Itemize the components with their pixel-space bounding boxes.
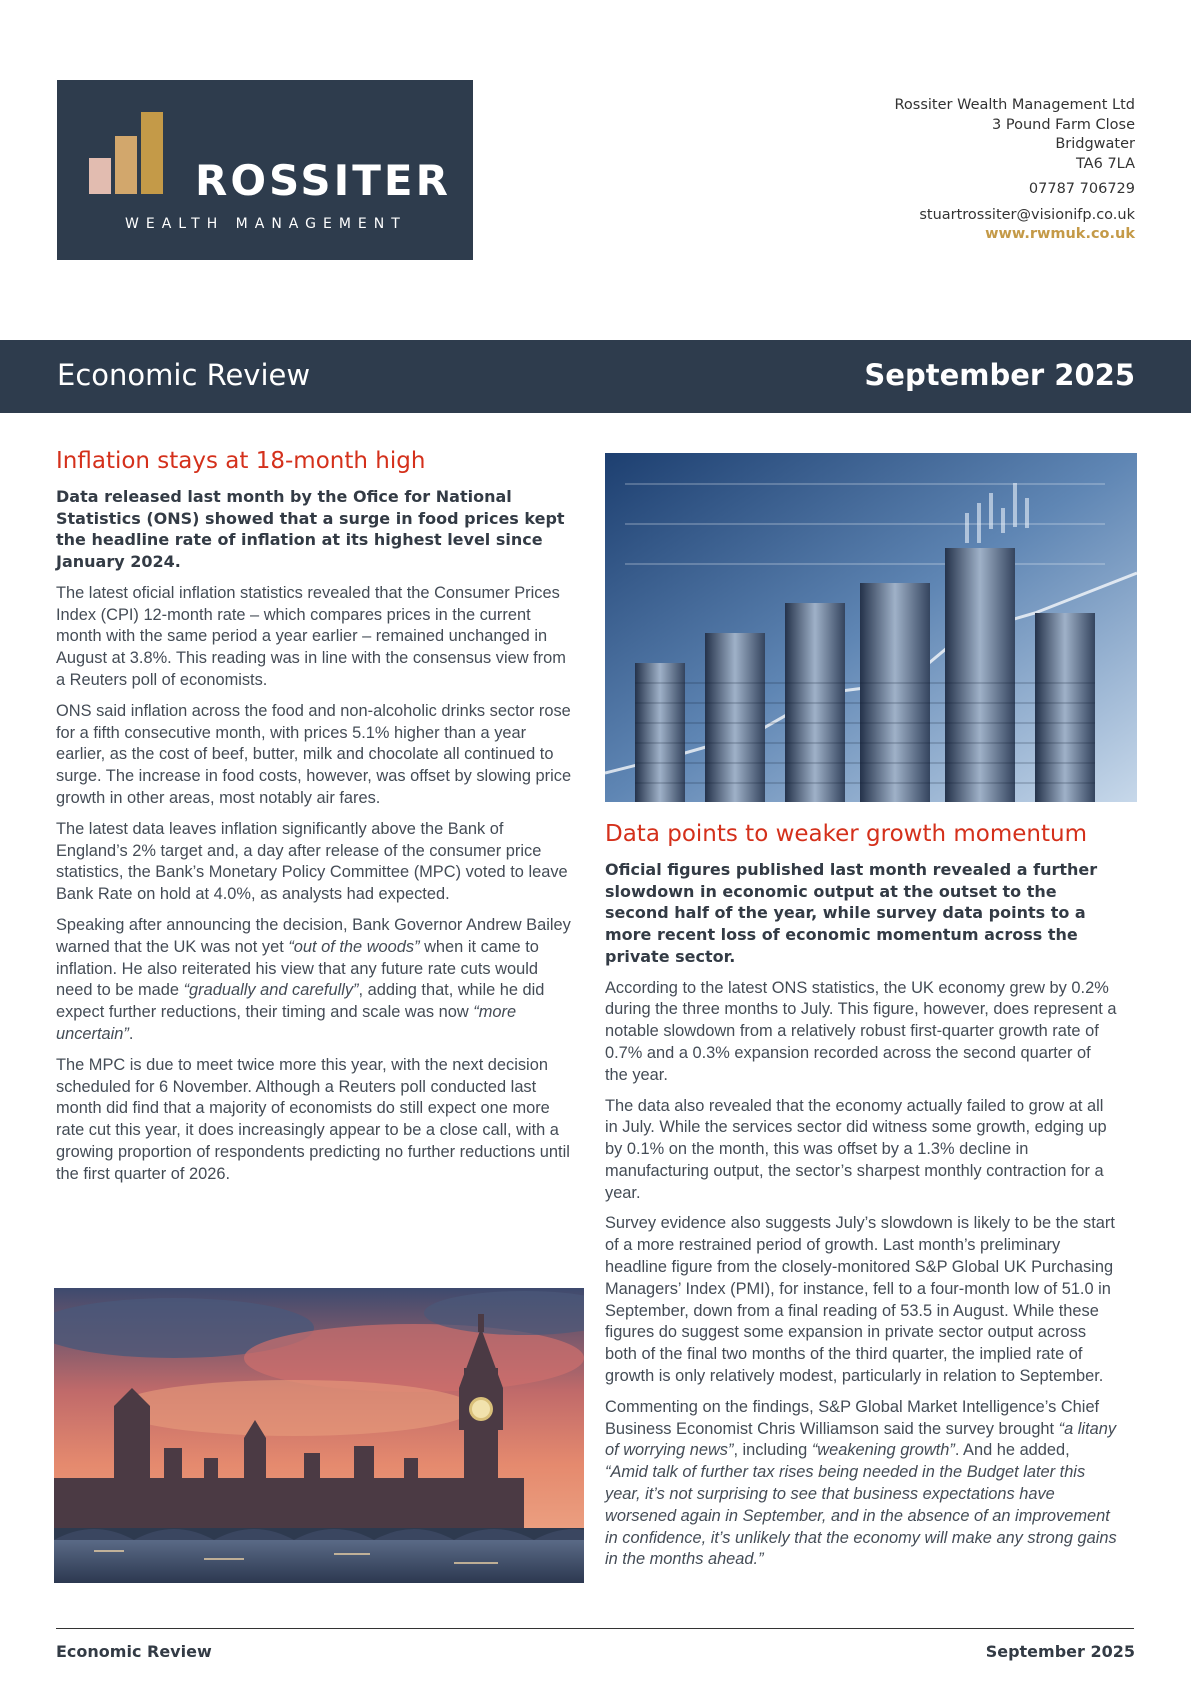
logo-tagline: WEALTH MANAGEMENT bbox=[125, 216, 407, 232]
contact-block bbox=[894, 96, 1135, 245]
paragraph: The MPC is due to meet twice more this year, with the next decision scheduled for 6 November. Although a Reuters poll conducted last month did find that a majority of economists do still expect one more rate cut this year, it does increasingly appear to be a close call, with a growing proportion of respondents predicting no further reductions until the first quarter of 2026. bbox=[56, 1055, 570, 1183]
article-inflation bbox=[56, 446, 574, 1195]
text-run: , adding that, while he did expect further reductions, their timing and scale was now bbox=[56, 981, 545, 1022]
text-run: Speaking after announcing the decision, Bank Governor Andrew Bailey warned that the UK was not yet bbox=[56, 915, 571, 956]
address-line-2: Bridgwater bbox=[1055, 136, 1135, 152]
article-heading: Data points to weaker growth momentum bbox=[605, 821, 1088, 847]
publication-title: Economic Review bbox=[57, 358, 311, 392]
article-lead: Data released last month by the Ofice for National Statistics (ONS) showed that a surge in food prices kept the headline rate of inflation at its highest level since January 2024. bbox=[56, 487, 565, 572]
phone-number: 07787 706729 bbox=[1028, 181, 1135, 197]
text-run: . And he added, bbox=[954, 1441, 1070, 1460]
coins-finance-photo bbox=[605, 453, 1137, 802]
quote: “a litany of worrying news” bbox=[605, 1419, 1117, 1460]
paragraph: The latest oficial inflation statistics revealed that the Consumer Prices Index (CPI) 12-month rate – which compares prices in the current month with the same period a year earlier – remained unchanged in August at 3.8%. This reading was in line with the consensus view from a Reuters poll of economists. bbox=[56, 583, 566, 689]
westminster-illustration bbox=[54, 1288, 584, 1583]
company-logo bbox=[57, 80, 473, 260]
paragraph: According to the latest ONS statistics, the UK economy grew by 0.2% during the three months to July. This figure, however, does represent a notable slowdown from a relatively robust first-quarter growth rate of 0.7% and a 0.3% expansion recorded across the second quarter of the year. bbox=[605, 978, 1117, 1084]
title-band bbox=[0, 340, 1191, 413]
quote: “gradually and carefully” bbox=[183, 981, 359, 1000]
footer-date: September 2025 bbox=[985, 1642, 1135, 1661]
article-lead: Oficial figures published last month revealed a further slowdown in economic output at the outset to the second half of the year, while survey data points to a more recent loss of economic momentum across the private sector. bbox=[605, 860, 1098, 966]
company-name: Rossiter Wealth Management Ltd bbox=[894, 97, 1135, 113]
bar-chart-logo-icon bbox=[89, 112, 189, 202]
footer-divider bbox=[56, 1628, 1134, 1629]
text-run: Commenting on the findings, S&P Global Market Intelligence’s Chief Business Economist Chris Williamson said the survey brought bbox=[605, 1397, 1100, 1438]
paragraph: The data also revealed that the economy actually failed to grow at all in July. While the services sector did witness some growth, edging up by 0.1% on the month, this was offset by a 1.3% decline in manufacturing output, the sector’s sharpest monthly contraction for a year. bbox=[605, 1096, 1107, 1202]
postcode: TA6 7LA bbox=[1075, 155, 1135, 172]
paragraph bbox=[56, 915, 574, 1046]
address-line-1: 3 Pound Farm Close bbox=[992, 116, 1135, 133]
email-link[interactable]: stuartrossiter@visionifp.co.uk bbox=[919, 206, 1135, 223]
paragraph: The latest data leaves inflation significantly above the Bank of England’s 2% target and, a day after release of the consumer price statistics, the Bank’s Monetary Policy Committee (MPC) voted to leave Bank Rate on hold at 4.0%, as analysts had expected. bbox=[56, 819, 568, 904]
footer-title: Economic Review bbox=[56, 1642, 212, 1661]
publication-date: September 2025 bbox=[864, 358, 1135, 392]
quote: “more uncertain” bbox=[56, 1003, 517, 1043]
text-run: when it came to inflation. He also reiterated his view that any future rate cuts would need to be made bbox=[56, 937, 539, 1000]
quote: “weakening growth” bbox=[811, 1441, 955, 1460]
article-heading: Inflation stays at 18-month high bbox=[56, 448, 426, 474]
paragraph bbox=[605, 1397, 1117, 1571]
text-run: , including bbox=[733, 1441, 812, 1460]
westminster-photo bbox=[54, 1288, 584, 1583]
paragraph: Survey evidence also suggests July’s slowdown is likely to be the start of a more restrained period of growth. Last month’s preliminary headline figure from the closely-monitored S&P Global UK Purchasing Managers’ Index (PMI), for instance, fell to a four-month low of 51.0 in September, down from a final reading of 53.5 in August. While these figures do suggest some expansion in private sector output across both of the final two months of the third quarter, the implied rate of growth is only relatively modest, particularly in relation to September. bbox=[605, 1214, 1115, 1386]
article-growth bbox=[605, 819, 1117, 1580]
coins-chart-illustration bbox=[605, 453, 1137, 802]
quote: “out of the woods” bbox=[288, 937, 420, 956]
paragraph: ONS said inflation across the food and non-alcoholic drinks sector rose for a fifth consecutive month, with prices 5.1% higher than a year earlier, as the cost of beef, butter, milk and chocolate all continued to surge. The increase in food costs, however, was offset by slowing price growth in other areas, most notably air fares. bbox=[56, 701, 572, 807]
text-run: . bbox=[128, 1024, 134, 1043]
logo-name: ROSSITER bbox=[195, 156, 451, 205]
quote: “Amid talk of further tax rises being needed in the Budget later this year, it’s not surprising to see that business expectations have worsened again in September, and in the absence of an improvement in confidence, it’s unlikely that the economy will make any strong gains in the months ahead.” bbox=[605, 1463, 1117, 1569]
website-link[interactable]: www.rwmuk.co.uk bbox=[985, 226, 1135, 242]
